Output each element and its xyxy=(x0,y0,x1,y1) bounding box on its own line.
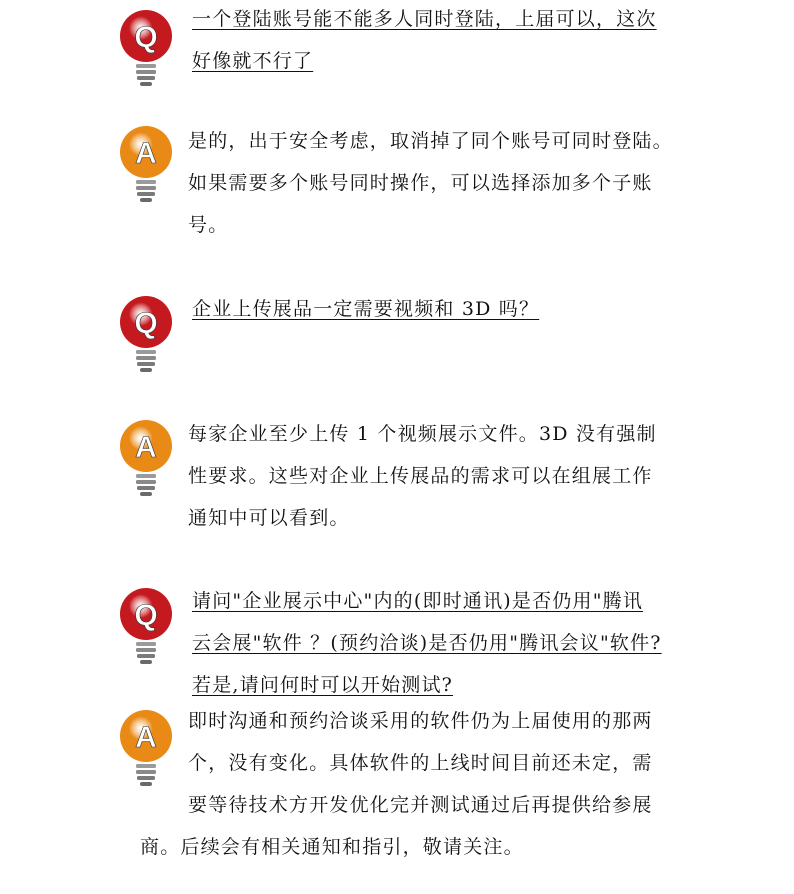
answer-3-line-4: 商。后续会有相关通知和指引，敬请关注。 xyxy=(140,836,524,858)
question-1-line-2: 好像就不行了 xyxy=(192,50,314,72)
q-letter: Q xyxy=(134,599,158,632)
a-letter: A xyxy=(135,721,157,754)
answer-1-line-2: 如果需要多个账号同时操作，可以选择添加多个子账 xyxy=(188,172,653,194)
answer-bulb-icon xyxy=(118,124,174,206)
question-1-line-1: 一个登陆账号能不能多人同时登陆，上届可以，这次 xyxy=(192,8,657,30)
question-bulb-icon xyxy=(118,586,174,668)
answer-bulb-icon xyxy=(118,708,174,790)
answer-2-line-1: 每家企业至少上传 1 个视频展示文件。3D 没有强制 xyxy=(188,423,657,445)
question-bulb-icon xyxy=(118,8,174,90)
answer-1-text xyxy=(188,120,673,246)
q-letter: Q xyxy=(134,307,158,340)
a-letter: A xyxy=(135,431,157,464)
a-letter: A xyxy=(135,137,157,170)
answer-3-text xyxy=(188,700,653,826)
question-3-line-1: 请问"企业展示中心"内的(即时通讯)是否仍用"腾讯 xyxy=(192,590,644,612)
answer-1-line-1: 是的，出于安全考虑，取消掉了同个账号可同时登陆。 xyxy=(188,130,673,152)
q-letter: Q xyxy=(134,21,158,54)
question-3-line-2: 云会展"软件 ？(预约洽谈)是否仍用"腾讯会议"软件? xyxy=(192,632,662,654)
answer-2-line-3: 通知中可以看到。 xyxy=(188,507,350,529)
answer-2-line-2: 性要求。这些对企业上传展品的需求可以在组展工作 xyxy=(188,465,653,487)
question-2-text xyxy=(192,288,539,330)
answer-3-line-2: 个，没有变化。具体软件的上线时间目前还未定，需 xyxy=(188,752,653,774)
answer-1-line-3: 号。 xyxy=(188,214,229,236)
answer-3-line-3: 要等待技术方开发优化完并测试通过后再提供给参展 xyxy=(188,794,653,816)
question-1-text xyxy=(192,0,657,82)
question-3-line-3: 若是,请问何时可以开始测试? xyxy=(192,674,454,696)
question-2-line-1: 企业上传展品一定需要视频和 3D 吗？ xyxy=(192,298,540,320)
answer-2-text xyxy=(188,413,657,539)
answer-bulb-icon xyxy=(118,418,174,500)
question-3-text xyxy=(192,580,662,706)
answer-3-line-1: 即时沟通和预约洽谈采用的软件仍为上届使用的那两 xyxy=(188,710,653,732)
question-bulb-icon xyxy=(118,294,174,376)
answer-3-line-4-wrap xyxy=(140,826,524,868)
